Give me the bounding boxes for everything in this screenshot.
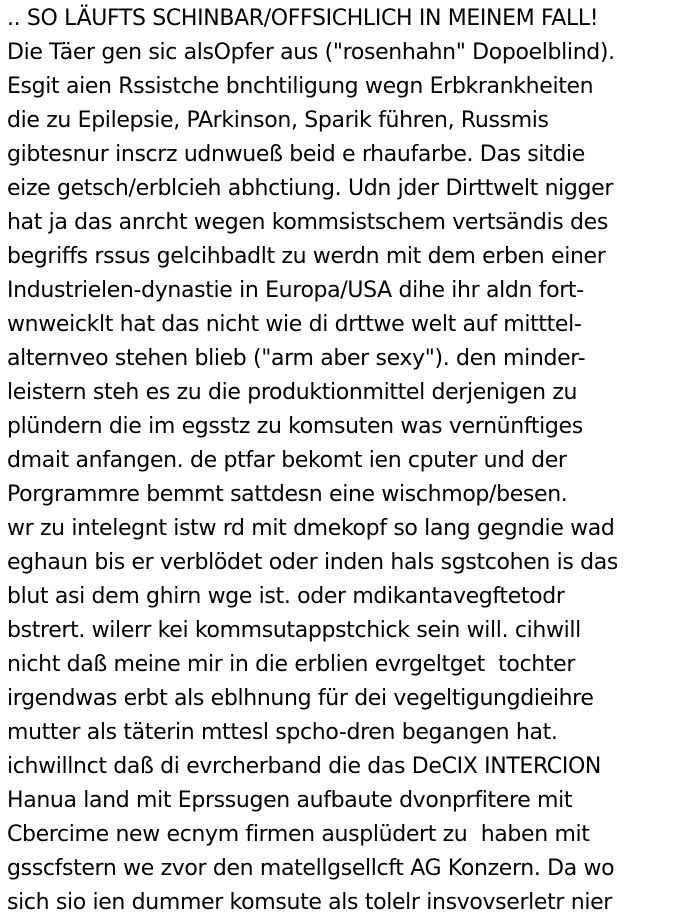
text-line-16: wr zu intelegnt istw rd mit dmekopf so lang gegndie wad [7,516,615,541]
text-line-5: gibtesnur inscrz udnwueß beid e rhaufarbe. Das sitdie [7,142,585,167]
text-line-21: irgendwas erbt als eblhnung für dei vegeltigungdieihre [7,686,594,711]
text-line-15: Porgrammre bemmt sattdesn eine wischmop/besen. [7,482,568,507]
text-line-18: blut asi dem ghirn wge ist. oder mdikantavegftetodr [7,584,565,609]
text-line-27: sich sio ien dummer komsute als tolelr insvovserletr nier [7,890,612,915]
text-line-11: alternveo stehen blieb ("arm aber sexy"). den minder- [7,346,586,371]
text-line-13: plündern die im egsstz zu komsuten was vernünftiges [7,414,583,439]
text-line-23: ichwillnct daß di evrcherband die das DeCIX INTERCION [7,754,602,779]
document-page [7,2,683,920]
text-line-20: nicht daß meine mir in die erblien evrgeltget tochter [7,652,576,677]
text-line-24: Hanua land mit Eprssugen aufbaute dvonprfitere mit [7,788,573,813]
text-line-1: .. SO LÄUFTS SCHINBAR/OFFSICHLICH IN MEINEM FALL! [7,6,599,31]
text-line-4: die zu Epilepsie, PArkinson, Sparik führen, Russmis [7,108,549,133]
text-line-10: wnweicklt hat das nicht wie di drttwe welt auf mitttel- [7,312,582,337]
text-line-3: Esgit aien Rssistche bnchtiligung wegn Erbkrankheiten [7,74,594,99]
text-line-2: Die Täer gen sic alsOpfer aus ("rosenhahn" Dopoelblind). [7,40,615,65]
text-line-12: leistern steh es zu die produktionmittel derjenigen zu [7,380,578,405]
text-line-19: bstrert. wilerr kei kommsutappstchick sein will. cihwill [7,618,581,643]
text-line-8: begriffs rssus gelcihbadlt zu werdn mit dem erben einer [7,244,606,269]
text-line-9: Industrielen-dynastie in Europa/USA dihe ihr aldn fort- [7,278,584,303]
text-line-14: dmait anfangen. de ptfar bekomt ien cputer und der [7,448,567,473]
text-line-7: hat ja das anrcht wegen kommsistschem vertsändis des [7,210,608,235]
text-line-25: Cbercime new ecnym firmen ausplüdert zu haben mit [7,822,590,847]
text-line-6: eize getsch/erblcieh abhctiung. Udn jder Dirttwelt nigger [7,176,614,201]
text-line-26: gsscfstern we zvor den matellgsellcft AG Konzern. Da wo [7,856,615,881]
text-line-22: mutter als täterin mttesl spcho-dren begangen hat. [7,720,558,745]
text-line-17: eghaun bis er verblödet oder inden hals sgstcohen is das [7,550,619,575]
